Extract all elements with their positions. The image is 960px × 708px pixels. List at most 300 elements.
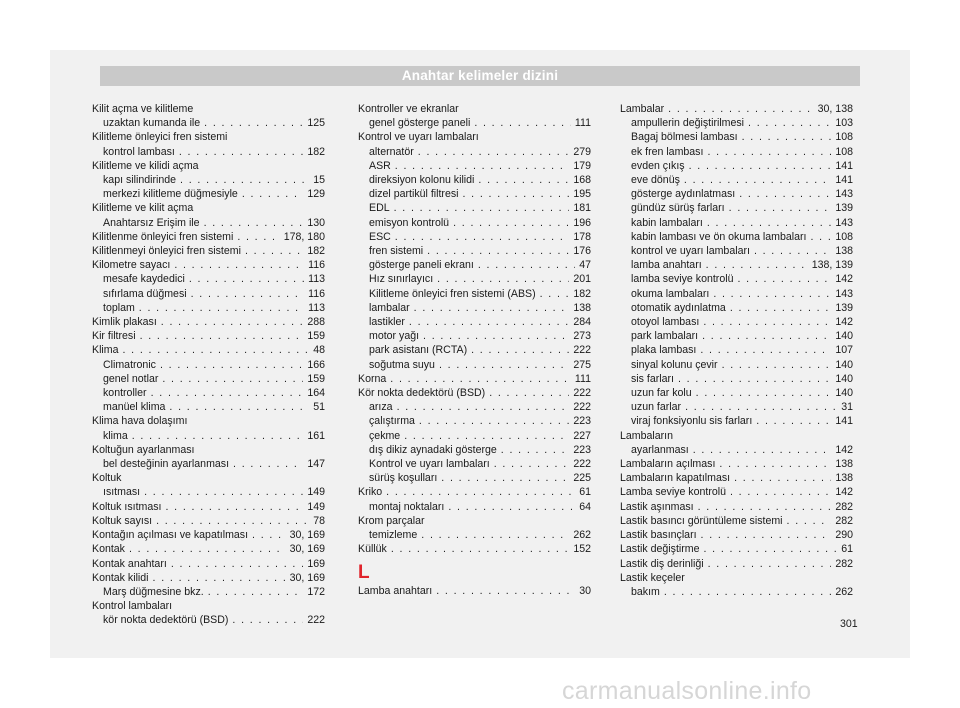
dot-leader (737, 272, 831, 286)
dot-leader (734, 471, 831, 485)
index-entry (358, 485, 591, 499)
dot-leader (436, 584, 575, 598)
entry-term: Lastik değiştirme (620, 543, 700, 556)
index-subentry (358, 358, 591, 372)
index-subentry (358, 429, 591, 443)
entry-page-ref: 273 (573, 330, 591, 343)
dot-leader (204, 116, 303, 130)
entry-term: Lamba anahtarı (358, 584, 433, 597)
entry-page-ref: 222 (307, 614, 325, 627)
dot-leader (810, 230, 831, 244)
entry-term: gösterge paneli ekranı (369, 259, 474, 272)
dot-leader (160, 358, 303, 372)
index-subentry (620, 315, 853, 329)
dot-leader (165, 500, 303, 514)
entry-term: otoyol lambası (631, 316, 700, 329)
entry-term: soğutma suyu (369, 358, 435, 371)
dot-leader (191, 287, 305, 301)
entry-term: mesafe kaydedici (103, 273, 185, 286)
entry-term: viraj fonksiyonlu sis farları (631, 415, 753, 428)
entry-page-ref: 172 (307, 585, 325, 598)
dot-leader (748, 116, 831, 130)
dot-leader (702, 329, 831, 343)
entry-page-ref: 222 (573, 401, 591, 414)
index-column-1 (92, 102, 325, 628)
dot-leader (171, 557, 304, 571)
watermark-text: carmanualsonline.info (562, 677, 812, 705)
entry-page-ref: 47 (579, 259, 591, 272)
entry-term: motor yağı (369, 330, 420, 343)
index-subentry (620, 443, 853, 457)
entry-term: park asistanı (RCTA) (369, 344, 468, 357)
index-subentry (620, 230, 853, 244)
dot-leader (693, 443, 832, 457)
entry-page-ref: 140 (835, 372, 853, 385)
dot-leader (668, 102, 813, 116)
entry-page-ref: 61 (841, 543, 853, 556)
entry-term: kabin lambası ve ön okuma lambaları (631, 230, 807, 243)
dot-leader (404, 429, 569, 443)
index-entry (92, 343, 325, 357)
index-subentry (358, 528, 591, 542)
entry-term: sis farları (631, 372, 674, 385)
entry-term: sürüş koşulları (369, 472, 438, 485)
entry-page-ref: 125 (307, 117, 325, 130)
entry-term: Hız sınırlayıcı (369, 273, 434, 286)
dot-leader (707, 216, 831, 230)
entry-page-ref: 152 (573, 543, 591, 556)
entry-term: Kriko (358, 486, 383, 499)
index-subentry (358, 457, 591, 471)
entry-term: kör nokta dedektörü (BSD) (103, 614, 229, 627)
index-subentry (358, 187, 591, 201)
index-entry (92, 514, 325, 528)
index-entry (92, 557, 325, 571)
dot-leader (414, 301, 570, 315)
entry-term: Lastik basıncı görüntüleme sistemi (620, 514, 783, 527)
dot-leader (132, 429, 304, 443)
index-subentry (358, 230, 591, 244)
dot-leader (180, 173, 309, 187)
entry-term: manüel klima (103, 401, 166, 414)
entry-page-ref: 103 (835, 117, 853, 130)
index-subentry (358, 216, 591, 230)
entry-page-ref: 48 (313, 344, 325, 357)
entry-term: direksiyon kolonu kilidi (369, 174, 475, 187)
dot-leader (685, 400, 837, 414)
dot-leader (474, 116, 571, 130)
entry-term: EDL (369, 202, 390, 215)
entry-page-ref: 107 (835, 344, 853, 357)
entry-term: Kontroller ve ekranlar (358, 103, 459, 115)
entry-term: Lambaların (620, 429, 673, 442)
dot-leader (129, 542, 286, 556)
index-subentry (358, 471, 591, 485)
index-subentry (620, 173, 853, 187)
index-entry (620, 500, 853, 514)
index-subentry (620, 400, 853, 414)
dot-leader (739, 187, 831, 201)
entry-term: arıza (369, 401, 393, 414)
entry-page-ref: 142 (835, 486, 853, 499)
index-entry (92, 102, 325, 116)
dot-leader (698, 500, 832, 514)
index-subentry (358, 315, 591, 329)
entry-page-ref: 30 (579, 584, 591, 597)
dot-leader (439, 358, 569, 372)
index-entry (92, 542, 325, 556)
entry-term: bel desteğinin ayarlanması (103, 458, 230, 471)
entry-term: Kilitleme önleyici fren sistemi (ABS) (369, 287, 536, 300)
dot-leader (419, 414, 569, 428)
dot-leader (441, 471, 569, 485)
index-entry (358, 130, 591, 144)
dot-leader (501, 443, 570, 457)
entry-page-ref: 108 (835, 131, 853, 144)
entry-term: ASR (369, 159, 391, 172)
index-subentry (620, 386, 853, 400)
entry-term: uzun far kolu (631, 387, 692, 400)
entry-term: kontroller (103, 387, 147, 400)
index-subentry (620, 187, 853, 201)
entry-page-ref: 30, 138 (817, 103, 853, 115)
entry-term: genel gösterge paneli (369, 117, 471, 130)
entry-page-ref: 61 (579, 486, 591, 499)
dot-leader (395, 159, 570, 173)
entry-term: kapı silindirinde (103, 174, 177, 187)
dot-leader (232, 613, 303, 627)
entry-term: genel notlar (103, 372, 159, 385)
index-entry (620, 542, 853, 556)
index-entry (358, 584, 591, 598)
index-subentry (620, 216, 853, 230)
entry-term: Kontağın açılması ve kapatılması (92, 529, 249, 542)
entry-page-ref: 159 (307, 330, 325, 343)
entry-term: lamba seviye kontrolü (631, 273, 734, 286)
dot-leader (787, 514, 832, 528)
entry-page-ref: 179 (573, 159, 591, 172)
dot-leader (463, 187, 570, 201)
entry-page-ref: 139 (835, 202, 853, 215)
entry-page-ref: 143 (835, 216, 853, 229)
entry-term: Kir filtresi (92, 330, 136, 343)
index-subentry (92, 145, 325, 159)
index-entry (92, 528, 325, 542)
dot-leader (684, 173, 831, 187)
entry-term: ek fren lambası (631, 145, 704, 158)
entry-page-ref: 113 (308, 273, 325, 286)
entry-page-ref: 129 (307, 188, 325, 201)
index-subentry (92, 358, 325, 372)
dot-leader (174, 258, 304, 272)
entry-page-ref: 149 (307, 500, 325, 513)
entry-page-ref: 116 (308, 287, 325, 300)
index-entry (358, 386, 591, 400)
entry-term: Kilometre sayacı (92, 259, 171, 272)
dot-leader (179, 145, 303, 159)
entry-page-ref: 130 (307, 216, 325, 229)
dot-leader (153, 571, 286, 585)
entry-page-ref: 31 (841, 401, 853, 414)
index-subentry (620, 145, 853, 159)
entry-page-ref: 138 (835, 472, 853, 485)
entry-page-ref: 201 (573, 273, 591, 286)
dot-leader (729, 201, 832, 215)
dot-leader (418, 145, 570, 159)
entry-term: Koltuk ısıtması (92, 500, 162, 513)
dot-leader (706, 258, 808, 272)
index-entry (92, 230, 325, 244)
dot-leader (708, 557, 832, 571)
entry-term: Kilitleme ve kilit açma (92, 202, 194, 215)
index-subentry (92, 429, 325, 443)
entry-term: Lambalar (620, 103, 665, 115)
index-subentry (620, 258, 853, 272)
entry-page-ref: 282 (835, 514, 853, 527)
dot-leader (540, 287, 570, 301)
dot-leader (386, 485, 575, 499)
index-subentry (358, 201, 591, 215)
entry-term: Anahtarsız Erişim ile (103, 216, 200, 229)
entry-page-ref: 108 (835, 145, 853, 158)
dot-leader (703, 542, 837, 556)
entry-page-ref: 78 (313, 514, 325, 527)
index-subentry (358, 244, 591, 258)
entry-page-ref: 262 (573, 529, 591, 542)
entry-term: ESC (369, 230, 391, 243)
entry-term: bakım (631, 585, 660, 598)
entry-page-ref: 284 (573, 316, 591, 329)
index-entry (620, 557, 853, 571)
entry-term: Lamba seviye kontrolü (620, 486, 726, 499)
dot-leader (696, 386, 832, 400)
dot-leader (703, 315, 831, 329)
entry-page-ref: 282 (835, 557, 853, 570)
entry-term: Lastik keçeler (620, 571, 685, 584)
section-letter: L (358, 561, 370, 583)
entry-page-ref: 178, 180 (283, 230, 325, 243)
dot-leader (421, 528, 569, 542)
entry-term: ısıtması (103, 486, 141, 499)
entry-page-ref: 290 (835, 529, 853, 542)
entry-page-ref: 182 (573, 287, 591, 300)
entry-term: Kilitleme önleyici fren sistemi (92, 131, 228, 144)
dot-leader (151, 386, 304, 400)
entry-page-ref: 279 (573, 145, 591, 158)
entry-term: otomatik aydınlatma (631, 301, 726, 314)
dot-leader (144, 485, 303, 499)
entry-term: Kör nokta dedektörü (BSD) (358, 387, 486, 400)
index-entry (92, 443, 325, 457)
dot-leader (161, 315, 304, 329)
dot-leader (489, 386, 569, 400)
entry-term: Koltuk (92, 472, 122, 485)
index-subentry (620, 287, 853, 301)
index-entry (92, 500, 325, 514)
entry-page-ref: 181 (573, 202, 591, 215)
entry-term: emisyon kontrolü (369, 216, 450, 229)
entry-page-ref: 223 (573, 415, 591, 428)
entry-page-ref: 225 (573, 472, 591, 485)
dot-leader (437, 272, 569, 286)
entry-term: çalıştırma (369, 415, 415, 428)
entry-term: Lastik basınçları (620, 529, 697, 542)
entry-term: Lastik diş derinliği (620, 557, 704, 570)
entry-term: Bagaj bölmesi lambası (631, 131, 738, 144)
entry-page-ref: 30, 169 (289, 571, 325, 584)
index-subentry (620, 585, 853, 599)
dot-leader (237, 230, 279, 244)
index-entry (620, 429, 853, 443)
entry-page-ref: 195 (573, 188, 591, 201)
entry-term: Küllük (358, 543, 387, 556)
dot-leader (689, 159, 832, 173)
index-subentry (620, 272, 853, 286)
page-number: 301 (840, 618, 858, 630)
entry-term: çekme (369, 429, 401, 442)
index-subentry (92, 457, 325, 471)
entry-page-ref: 166 (307, 358, 325, 371)
index-subentry (620, 116, 853, 130)
entry-page-ref: 178 (573, 230, 591, 243)
entry-term: toplam (103, 301, 135, 314)
entry-page-ref: 138 (573, 301, 591, 314)
entry-term: merkezi kilitleme düğmesiyle (103, 188, 238, 201)
index-entry (620, 514, 853, 528)
entry-page-ref: 222 (573, 387, 591, 400)
index-subentry (358, 159, 591, 173)
index-entry (358, 102, 591, 116)
dot-leader (701, 528, 832, 542)
entry-term: montaj noktaları (369, 500, 445, 513)
index-subentry (358, 272, 591, 286)
entry-term: Kilitlenme önleyici fren sistemi (92, 230, 234, 243)
index-entry (92, 258, 325, 272)
dot-leader (700, 343, 831, 357)
entry-page-ref: 164 (307, 387, 325, 400)
entry-page-ref: 169 (307, 557, 325, 570)
entry-page-ref: 111 (574, 372, 591, 385)
entry-term: lamba anahtarı (631, 259, 702, 272)
dot-leader (139, 301, 304, 315)
entry-page-ref: 113 (308, 301, 325, 314)
index-entry (358, 542, 591, 556)
index-subentry (620, 244, 853, 258)
dot-leader (453, 216, 569, 230)
entry-page-ref: 147 (307, 458, 325, 471)
entry-page-ref: 168 (573, 174, 591, 187)
dot-leader (756, 414, 831, 428)
entry-term: plaka lambası (631, 344, 697, 357)
entry-page-ref: 143 (835, 287, 853, 300)
entry-page-ref: 140 (835, 330, 853, 343)
index-entry (92, 130, 325, 144)
index-subentry (620, 159, 853, 173)
index-entry (358, 372, 591, 386)
index-subentry (92, 485, 325, 499)
entry-term: ayarlanması (631, 443, 689, 456)
index-subentry (92, 116, 325, 130)
entry-term: Klima (92, 344, 119, 357)
index-entry (620, 528, 853, 542)
entry-page-ref: 149 (307, 486, 325, 499)
index-entry (620, 485, 853, 499)
dot-leader (391, 542, 569, 556)
entry-term: okuma lambaları (631, 287, 710, 300)
dot-leader (409, 315, 569, 329)
entry-term: Kontrol ve uyarı lambaları (369, 458, 490, 471)
index-subentry (358, 443, 591, 457)
entry-term: dizel partikül filtresi (369, 188, 459, 201)
dot-leader (719, 457, 831, 471)
dot-leader (140, 329, 304, 343)
entry-page-ref: 222 (573, 458, 591, 471)
entry-page-ref: 30, 169 (289, 543, 325, 556)
entry-page-ref: 227 (573, 429, 591, 442)
dot-leader (233, 457, 303, 471)
index-column-3 (620, 102, 853, 599)
dot-leader (395, 230, 570, 244)
dot-leader (423, 329, 569, 343)
dot-leader (189, 272, 304, 286)
dot-leader (394, 201, 570, 215)
dot-leader (397, 400, 570, 414)
index-entry (620, 571, 853, 585)
index-entry (620, 102, 853, 116)
index-entry (620, 471, 853, 485)
entry-page-ref: 182 (307, 145, 325, 158)
entry-term: uzaktan kumanda ile (103, 117, 201, 130)
index-subentry (620, 329, 853, 343)
entry-term: Klima hava dolaşımı (92, 415, 188, 428)
entry-page-ref: 15 (313, 174, 325, 187)
entry-term: Marş düğmesine bkz. (103, 585, 204, 598)
entry-term: Koltuk sayısı (92, 514, 153, 527)
index-entry (92, 471, 325, 485)
entry-term: Climatronic (103, 358, 156, 371)
dot-leader (722, 358, 832, 372)
index-entry (92, 414, 325, 428)
index-subentry (92, 187, 325, 201)
entry-page-ref: 222 (573, 344, 591, 357)
entry-page-ref: 116 (308, 259, 325, 272)
index-subentry (620, 301, 853, 315)
entry-page-ref: 142 (835, 316, 853, 329)
entry-page-ref: 142 (835, 443, 853, 456)
index-subentry (358, 145, 591, 159)
dot-leader (242, 187, 303, 201)
dot-leader (478, 258, 575, 272)
entry-term: park lambaları (631, 330, 699, 343)
dot-leader (713, 287, 831, 301)
index-subentry (620, 358, 853, 372)
entry-term: evden çıkış (631, 159, 685, 172)
dot-leader (494, 457, 570, 471)
entry-page-ref: 64 (579, 500, 591, 513)
index-subentry (92, 301, 325, 315)
index-subentry (92, 216, 325, 230)
dot-leader (730, 485, 831, 499)
entry-page-ref: 182 (307, 245, 325, 258)
entry-term: Kontak anahtarı (92, 557, 167, 570)
index-subentry (358, 287, 591, 301)
entry-term: uzun farlar (631, 401, 682, 414)
entry-term: eve dönüş (631, 174, 680, 187)
entry-term: Koltuğun ayarlanması (92, 443, 195, 456)
entry-page-ref: 138 (835, 245, 853, 258)
index-entry (92, 315, 325, 329)
entry-page-ref: 282 (835, 500, 853, 513)
